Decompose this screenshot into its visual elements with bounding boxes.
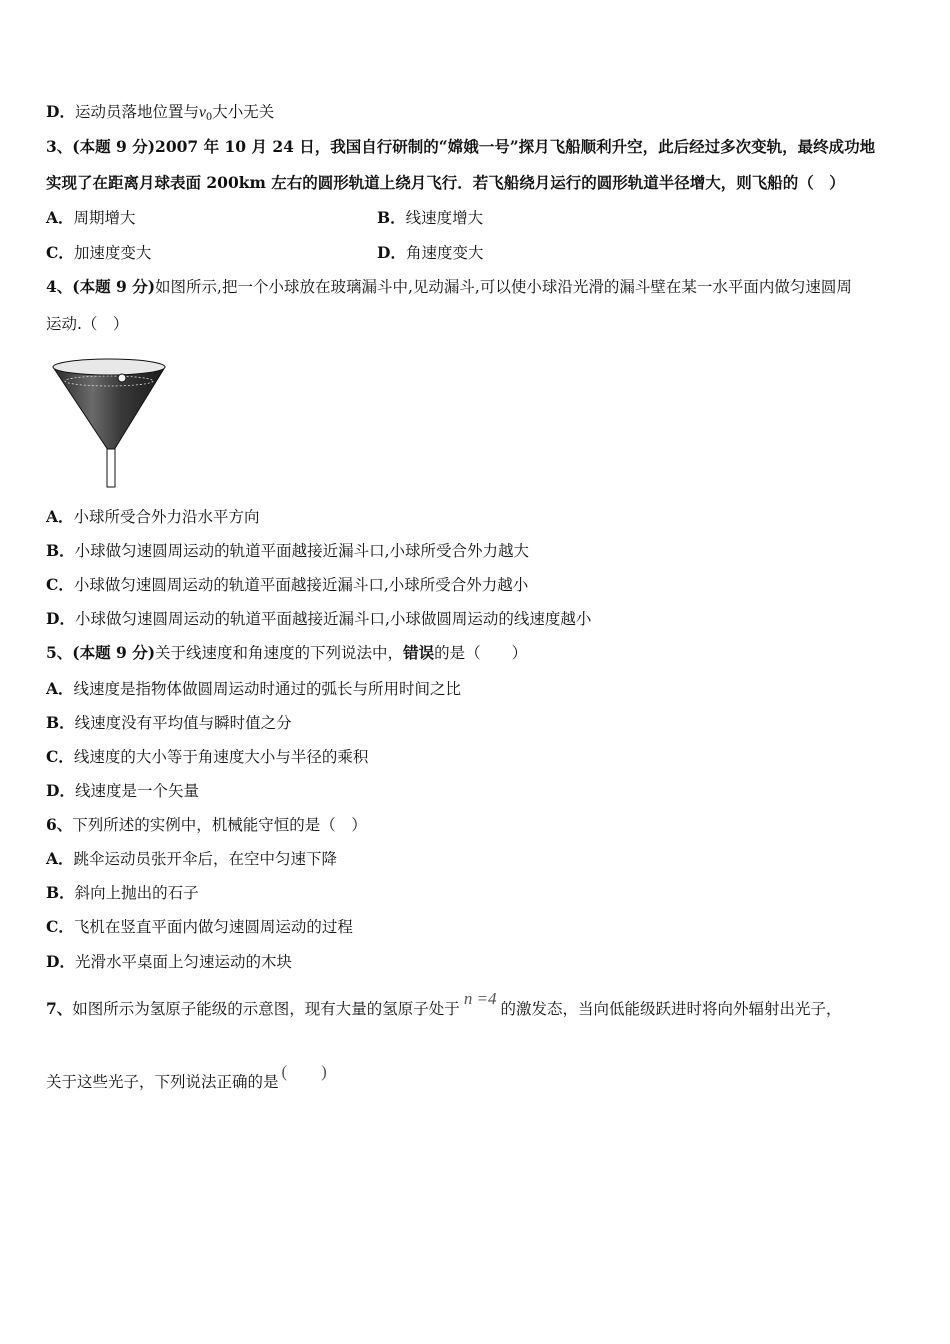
q6-option-a: [46, 849, 337, 869]
q3-stem-line1: [46, 137, 875, 157]
question-number: 4、: [46, 277, 73, 296]
option-text: 周期增大: [73, 209, 136, 227]
q4-option-d: [46, 609, 591, 629]
option-label: C．: [46, 747, 74, 766]
q5-option-b: [46, 713, 292, 733]
option-text: 线速度没有平均值与瞬时值之分: [74, 714, 292, 732]
option-label: D．: [46, 781, 75, 800]
option-text: 小球所受合外力沿水平方向: [73, 508, 260, 526]
q3-stem-line2: 实现了在距离月球表面 200km 左右的圆形轨道上绕月飞行．若飞船绕月运行的圆形轨道半径增大，则飞船的（ ）: [46, 173, 845, 192]
q7-stem-line1: [46, 989, 842, 1019]
question-score: (本题 9 分): [72, 277, 156, 296]
option-label: D．: [46, 952, 75, 971]
option-text: 飞机在竖直平面内做匀速圆周运动的过程: [73, 918, 353, 936]
question-text: 2007 年 10 月 24 日，我国自行研制的“嫦娥一号”探月飞船顺利升空，此后经过多次变轨，最终成功地: [155, 137, 876, 156]
option-label: B．: [46, 883, 75, 902]
option-label: B．: [377, 208, 406, 227]
option-label: C．: [46, 575, 74, 594]
q5-option-d: [46, 781, 199, 801]
option-text: 跳伞运动员张开伞后，在空中匀速下降: [73, 850, 338, 868]
option-text: 加速度变大: [73, 244, 152, 262]
option-text: 线速度增大: [405, 209, 484, 227]
question-text-post: 的激发态，当向低能级跃进时将向外辐射出光子，: [500, 1000, 842, 1018]
question-number: 5、: [46, 643, 73, 662]
variable-v: v: [198, 104, 206, 121]
question-text-post: 的是（ ）: [434, 644, 528, 662]
q7-stem-line2: [46, 1062, 327, 1092]
option-label: A．: [46, 507, 74, 526]
option-text-pre: 运动员落地位置与: [74, 103, 199, 121]
option-text: 角速度变大: [405, 244, 484, 262]
q4-stem-line2: 运动.（ ）: [46, 315, 129, 333]
q4-option-b: [46, 541, 529, 561]
q5-option-a: [46, 679, 461, 699]
option-text: 线速度是指物体做圆周运动时通过的弧长与所用时间之比: [73, 680, 462, 698]
option-text: 斜向上抛出的石子: [74, 884, 199, 902]
question-text-pre: 关于线速度和角速度的下列说法中，: [155, 644, 404, 662]
option-text: 线速度是一个矢量: [74, 782, 199, 800]
question-score: (本题 9 分): [72, 643, 156, 662]
q6-option-b: [46, 883, 199, 903]
option-label: A．: [46, 208, 74, 227]
q3-option-a: [46, 208, 136, 228]
option-label: A．: [46, 679, 74, 698]
option-text: 小球做匀速圆周运动的轨道平面越接近漏斗口,小球做圆周运动的线速度越小: [74, 610, 592, 628]
option-label: C．: [46, 917, 74, 936]
question-text-emphasis: 错误: [403, 643, 435, 662]
q6-option-d: [46, 952, 292, 972]
q4-option-c: [46, 575, 528, 595]
q3-option-d: [377, 243, 483, 263]
question-number: 3、: [46, 137, 73, 156]
option-text-post: 大小无关: [212, 103, 275, 121]
q6-stem: [46, 815, 367, 835]
math-n-equals-4: n =4: [463, 989, 497, 1008]
funnel-with-ball-icon: [50, 355, 170, 490]
question-text: 关于这些光子，下列说法正确的是: [46, 1073, 279, 1091]
option-text: 小球做匀速圆周运动的轨道平面越接近漏斗口,小球所受合外力越小: [73, 576, 529, 594]
option-label: D．: [46, 609, 75, 628]
q5-option-c: [46, 747, 368, 767]
option-label: B．: [46, 541, 75, 560]
question-text-pre: 如图所示为氢原子能级的示意图，现有大量的氢原子处于: [72, 1000, 460, 1018]
option-label: B．: [46, 713, 75, 732]
option-label: A．: [46, 849, 74, 868]
question-score: (本题 9 分): [72, 137, 156, 156]
q6-option-c: [46, 917, 353, 937]
option-label: D．: [377, 243, 406, 262]
variable-subscript: 0: [205, 112, 213, 123]
option-text: 线速度的大小等于角速度大小与半径的乘积: [73, 748, 369, 766]
option-text: 小球做匀速圆周运动的轨道平面越接近漏斗口,小球所受合外力越大: [74, 542, 530, 560]
option-label: D．: [46, 102, 75, 121]
answer-parenthesis: ( ): [281, 1062, 327, 1081]
q2-option-d: [46, 102, 274, 128]
q4-option-a: [46, 507, 260, 527]
question-number: 7、: [46, 999, 73, 1018]
q5-stem: [46, 643, 527, 663]
option-label: C．: [46, 243, 74, 262]
question-text: 如图所示,把一个小球放在玻璃漏斗中,见动漏斗,可以使小球沿光滑的漏斗壁在某一水平面内做匀速圆周: [155, 278, 852, 296]
q3-option-c: [46, 243, 151, 263]
question-text: 下列所述的实例中，机械能守恒的是（ ）: [72, 816, 367, 834]
option-text: 光滑水平桌面上匀速运动的木块: [74, 953, 292, 971]
question-number: 6、: [46, 815, 73, 834]
q3-option-b: [377, 208, 483, 228]
q4-stem-line1: [46, 277, 852, 297]
